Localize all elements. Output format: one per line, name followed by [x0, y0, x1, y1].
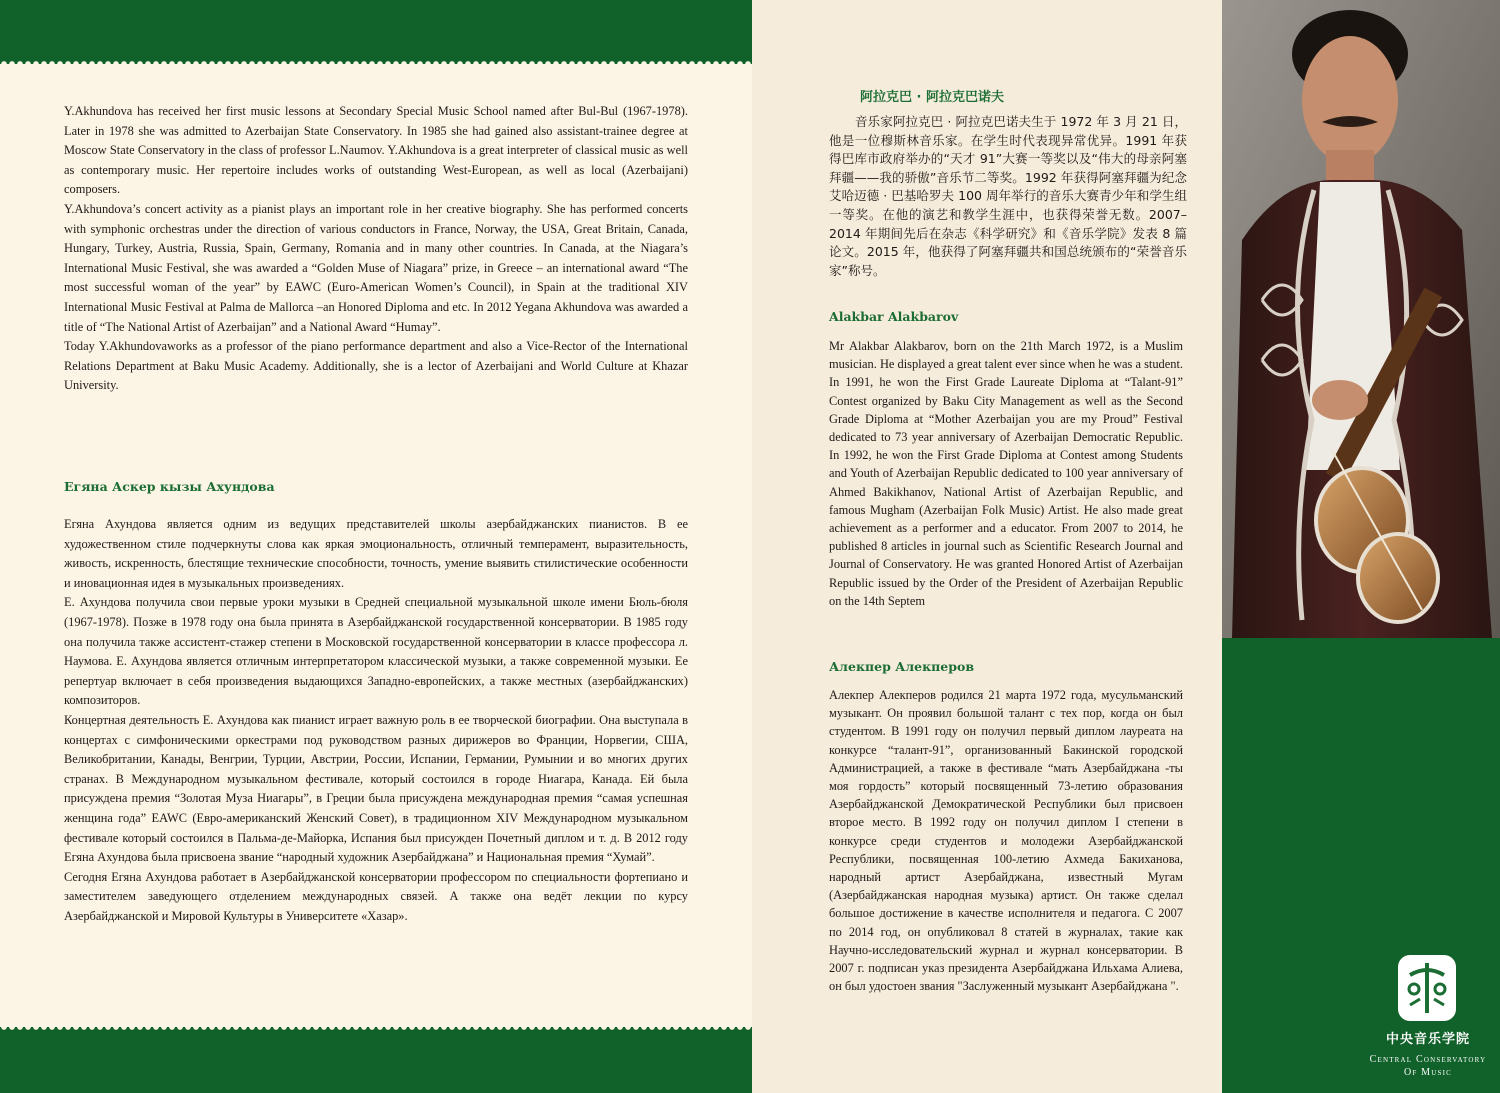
- chinese-heading: 阿拉克巴 · 阿拉克巴诺夫: [860, 90, 1004, 105]
- russian-paragraph: Егяна Ахундова является одним из ведущих представителей школы азербайджанских пианистов. В ее художественном стиле подчеркнуты слова как яркая эмоциональность, отличный темперамент, выразительность, живость, искренность, блестящие технические способности, точность, умение выявить стилистические особенности и иновационная идея в музыкальных произведениях.: [64, 517, 688, 590]
- russian-heading-alekperov: Алекпер Алекперов: [829, 659, 975, 674]
- conservatory-name-english-line2: Of Music: [1403, 1067, 1453, 1078]
- top-green-band: [0, 0, 752, 64]
- english-paragraph: Y.Akhundova has received her first music lessons at Secondary Special Music School named after Bul-Bul (1967-1978). Later in 1978 she was admitted to Azerbaijan State Conservatory. In 1985 she had gained also assistant-trainee degree at Moscow State Conservatory in the class of professor L.Naumov. Y.Akhundova is a great interpreter of classical music as well as contemporary music. Her repertoire includes works of outstanding West-European, as well as local (Azerbaijani) composers.: [64, 104, 688, 197]
- english-heading: Alakbar Alakbarov: [829, 309, 959, 324]
- bottom-green-band: [0, 1027, 752, 1093]
- conservatory-name-english-line1: Central Conservatory: [1369, 1054, 1487, 1065]
- conservatory-name-chinese: 中央音乐学院: [1385, 1032, 1470, 1047]
- russian-paragraph: Е. Ахундова получила свои первые уроки музыки в Средней специальной музыкальной школе имени Бюль-бюля (1967-1978). Позже в 1978 году она была принята в Азербайджанской государственной консерватории. В 1985 году она получила также ассистент-стажер степени в Московской государственной консерватории в классе профессора л. Наумова. Е. Ахундова является отличным интерпретатором классической музыки, а также современной музыки. Ее репертуар включает в себя произведения выдающихся Западно-европейских, а также местных (азербайджанских) композиторов.: [64, 595, 688, 708]
- musician-photo: [1222, 0, 1500, 638]
- russian-paragraph: Концертная деятельность Е. Ахундова как пианист играет важную роль в ее творческой биографии. Она выступала в концертах с симфоническими оркестрами под руководством разных дирижеров во Франции, Норвегии, США, Великобритании, Канады, Венгрии, Турции, Австрии, России, Испании, Германии, Румынии и во многих других странах. В Международном музыкальном фестивале, который состоился в городе Ниагара, Канада. Ей была присуждена премия “Золотая Муза Ниагары”, в Греции была присуждена международная премия “самая успешная женщина года” EAWC (Евро-американский Женский Совет), в традиционном XIV Международном музыкальном фестивале который состоился в Пальма-де-Майорка, Испания был присужден Почетный диплом и т. д. В 2012 году Егяна Ахундова была присвоена звание “народный художник Азербайджана” и Национальная премия “Хумай”.: [64, 712, 688, 865]
- conservatory-logo-icon: [1398, 955, 1456, 1021]
- russian-paragraph: Сегодня Егяна Ахундова работает в Азербайджанской консерватории профессором по специальности фортепиано и заместителем заведующего отделением международных связей. А также она ведёт лекции по курсу Азербайджанской и Мировой Культуры в Университете «Хазар».: [64, 869, 688, 923]
- russian-biography: [64, 515, 688, 926]
- chinese-biography: 音乐家阿拉克巴 · 阿拉克巴诺夫生于 1972 年 3 月 21 日，他是一位穆斯林音乐家。在学生时代表现异常优异。1991 年获得巴库市政府举办的“天才 91”大赛一等奖以及“伟大的母亲阿塞拜疆——我的骄傲”音乐节二等奖。1992 年获得阿塞拜疆为纪念艾哈迈德 · 巴基哈罗夫 100 周年举行的音乐大赛青少年和学生组一等奖。在他的演艺和教学生涯中，也获得荣誉无数。2007–2014 年期间先后在杂志《科学研究》和《音乐学院》发表 8 篇论文。2015 年，他获得了阿塞拜疆共和国总统颁布的“荣誉音乐家”称号。: [829, 114, 1187, 278]
- english-biography: [64, 102, 688, 396]
- russian-biography-alekperov: Алекпер Алекперов родился 21 марта 1972 года, мусульманский музыкант. Он проявил большой талант с тех пор, когда он был студентом. В 1991 году он получил первый диплом лауреата на конкурсе “талант-91”, организованный Бакинской городской Администрацией, а также в фестивале “мать Азербайджана -ты моя гордость” который посвященный 73-летию образования Азербайджанской Демократической Республики был присвоен второе место. В 1992 году он получил диплом I степени в конкурсе среди студентов и молодежи Азербайджанской Республики, посвященная 100-летию Ахмеда Бакиханова, народный артист Азербайджана, известный Мугам (Азербайджанская народная музыка) артист. Он также сделал большое достижение в качестве исполнителя и педагога. С 2007 по 2014 год, он опубликовал 8 статей в журналах, такие как Научно-исследовательский журнал и журнал консерватории. В 2007 г. подписан указ президента Азербайджана Ильхама Алиева, он был удостоен звания "Заслуженный музыкант Азербайджана ".: [829, 688, 1183, 994]
- musician-illustration: [1222, 0, 1500, 638]
- logo-emblem-icon: [1398, 955, 1456, 1021]
- russian-heading: Егяна Аскер кызы Ахундова: [64, 479, 275, 494]
- english-paragraph: Today Y.Akhundovaworks as a professor of the piano performance department and also a Vice-Rector of the International Relations Department at Baku Music Academy. Additionally, she is a lector of Azerbaijani and World Culture at Khazar University.: [64, 339, 688, 393]
- right-page: [752, 0, 1500, 1093]
- english-biography-alakbarov: Mr Alakbar Alakbarov, born on the 21th March 1972, is a Muslim musician. He displayed a great talent ever since when he was a student. In 1991, he won the First Grade Laureate Diploma at “Talant-91” Contest organized by Baku City Management as well as the Second Grade Diploma at “Mother Azerbaijan you are my Proud” Festival dedicated to 73 year anniversary of Azerbaijan Democratic Republic. In 1992, he won the First Grade Diploma at Contest among Students and Youth of Azerbaijan Republic dedicated to 100 year anniversary of Ahmed Bakikhanov, National Artist of Azerbaijan Republic, and famous Mugham (Azerbaijan Folk Music) Artist. He also made great achievement as a performer and a educator. From 2007 to 2014, he published 8 articles in journal such as Scientific Research Journal and Journal of Conservatory. He was granted Honored Artist of Azerbaijan Republic issued by the Order of the President of Azerbaijan Republic on the 14th Septem: [829, 339, 1183, 608]
- english-paragraph: Y.Akhundova’s concert activity as a pianist plays an important role in her creative biography. She has performed concerts with symphonic orchestras under the direction of various conductors in France, Norway, the USA, Great Britain, Canada, Hungary, Turkey, Austria, Russia, Spain, Germany, Romania and in many other countries. In Canada, at the Niagara’s International Music Festival, she was awarded a “Golden Muse of Niagara” prize, in Greece – an international award “The most successful woman of the year” by EAWC (Euro-American Women’s Council), in Spain at the traditional XIV International Music Festival at Palma de Mallorca –an Honored Diploma and etc. In 2012 Yegana Akhundova was awarded a title of “The National Artist of Azerbaijan” and a National Award “Humay”.: [64, 201, 688, 334]
